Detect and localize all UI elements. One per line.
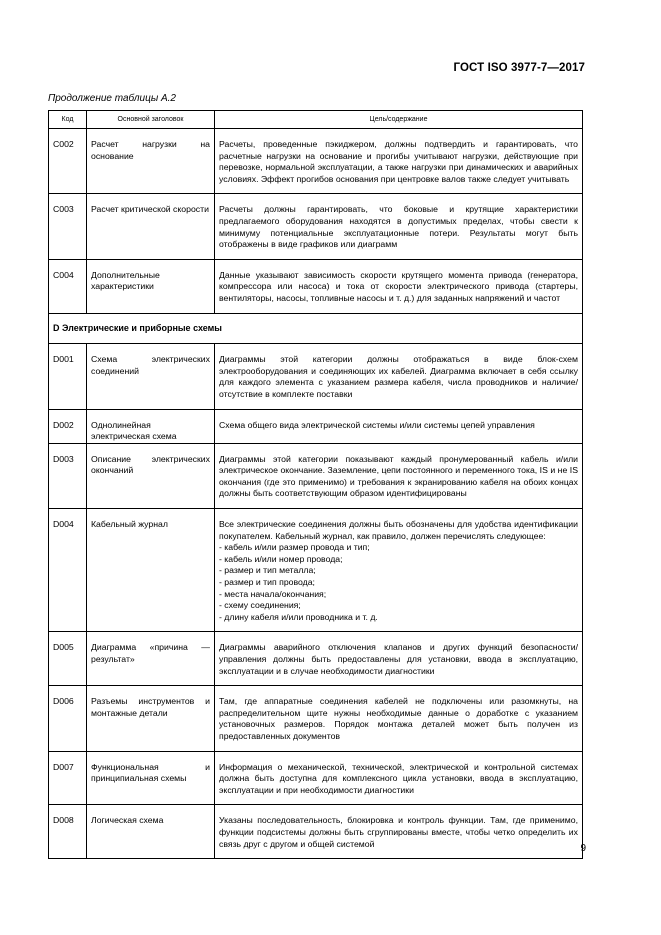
row-title: Расчет критической скорости	[87, 194, 215, 259]
table-row	[49, 194, 583, 259]
table-section-d	[49, 313, 583, 344]
row-code: D005	[49, 632, 87, 686]
row-code: C002	[49, 129, 87, 194]
row-description: Расчеты, проведенные пэкиджером, должны подтвердить и гарантировать, что расчетные нагрузки на основание и прогибы учитывают нагрузки, действующие при перевозке, нормальной эксплуатации, а также нагрузки при динамических и аварийных условиях. Эффект прогибов основания при центровке валов также следует учитывать	[215, 129, 583, 194]
table-row	[49, 259, 583, 313]
row-description: Диаграммы этой категории показывают каждый пронумерованный кабель и/или электрическое окончание. Заземление, цепи постоянного и переменного тока, IS и не IS окончания (где это применимо) и требования к экранированию кабеля на обоих концах должны быть соответствующим образом идентифицированы	[215, 443, 583, 508]
row-description: Все электрические соединения должны быть обозначены для удобства идентификации покупателем. Кабельный журнал, как правило, должен перечислять следующее: - кабель и/или размер провода и тип; - кабель и/или номер провода; - размер и тип металла; - размер и тип провода; - места начала/окончания; - схему соединения; - длину кабеля и/или проводника и т. д.	[215, 509, 583, 632]
table-header-row	[49, 111, 583, 129]
table-body-d	[49, 344, 583, 859]
table-row	[49, 409, 583, 443]
row-description: Схема общего вида электрической системы и/или системы цепей управления	[215, 409, 583, 443]
table-row	[49, 632, 583, 686]
section-title: D Электрические и приборные схемы	[49, 313, 583, 344]
row-description: Диаграммы этой категории должны отображаться в виде блок-схем электрооборудования и соединяющих их кабелей. Диаграмма включает в себя ссылку для каждого элемента с указанием размера кабеля, числа проводников и наличие/отсутствие в комплекте поставки	[215, 344, 583, 409]
row-title: Дополнительные характеристики	[87, 259, 215, 313]
table-row	[49, 443, 583, 508]
row-description: Диаграммы аварийного отключения клапанов и других функций безопасности/управления должны быть предоставлены для установки, ввода в эксплуатацию, эксплуатации и в случае необходимости диагностики	[215, 632, 583, 686]
row-title: Схема электрических соединений	[87, 344, 215, 409]
column-header-code: Код	[49, 111, 87, 129]
table-row	[49, 509, 583, 632]
row-title: Однолинейная электрическая схема	[87, 409, 215, 443]
table-body-c	[49, 129, 583, 314]
document-id: ГОСТ ISO 3977-7—2017	[453, 62, 585, 74]
row-code: D006	[49, 686, 87, 751]
row-description: Информация о механической, технической, электрической и контрольной системах должна быть доступна для комплексного цикла установки, ввода в эксплуатацию, эксплуатации и при необходимости диагностики	[215, 751, 583, 805]
table-row	[49, 751, 583, 805]
row-code: D002	[49, 409, 87, 443]
row-code: D007	[49, 751, 87, 805]
row-description: Там, где аппаратные соединения кабелей не подключены или разомкнуты, на распределительном щите нужны необходимые данные о доработке с указанием установочных размеров. Порядок монтажа деталей может быть получен из предоставленных документов	[215, 686, 583, 751]
row-title: Функциональная и принципиальная схемы	[87, 751, 215, 805]
column-header-title: Основной заголовок	[87, 111, 215, 129]
page-number: 9	[580, 843, 586, 854]
section-row	[49, 313, 583, 344]
row-description: Данные указывают зависимость скорости крутящего момента привода (генератора, компрессора или насоса) и тока от скорости электрического привода (стартеры, вентиляторы, насосы, топливные насосы и т. д.) для заданных напряжений и частот	[215, 259, 583, 313]
row-title: Логическая схема	[87, 805, 215, 859]
row-description: Расчеты должны гарантировать, что боковые и крутящие характеристики предлагаемого оборудования находятся в допустимых пределах, чтобы свести к минимуму потенциальные эксплуатационные потери. Результаты могут быть отображены в виде графиков или диаграмм	[215, 194, 583, 259]
table-row	[49, 129, 583, 194]
row-description: Указаны последовательность, блокировка и контроль функции. Там, где применимо, функции подсистемы должны быть сгруппированы вместе, чтобы четко определить их связь друг с другом и общей системой	[215, 805, 583, 859]
table-row	[49, 344, 583, 409]
row-code: D008	[49, 805, 87, 859]
row-code: C003	[49, 194, 87, 259]
table-row	[49, 686, 583, 751]
row-title: Разъемы инструментов и монтажные детали	[87, 686, 215, 751]
table-row	[49, 805, 583, 859]
row-code: D001	[49, 344, 87, 409]
row-title: Кабельный журнал	[87, 509, 215, 632]
row-title: Расчет нагрузки на основание	[87, 129, 215, 194]
row-code: C004	[49, 259, 87, 313]
table-caption: Продолжение таблицы А.2	[48, 93, 176, 104]
row-title: Диаграмма «причина — результат»	[87, 632, 215, 686]
row-title: Описание электрических окончаний	[87, 443, 215, 508]
requirements-table	[48, 110, 583, 859]
row-code: D004	[49, 509, 87, 632]
row-code: D003	[49, 443, 87, 508]
column-header-purpose: Цель/содержание	[215, 111, 583, 129]
